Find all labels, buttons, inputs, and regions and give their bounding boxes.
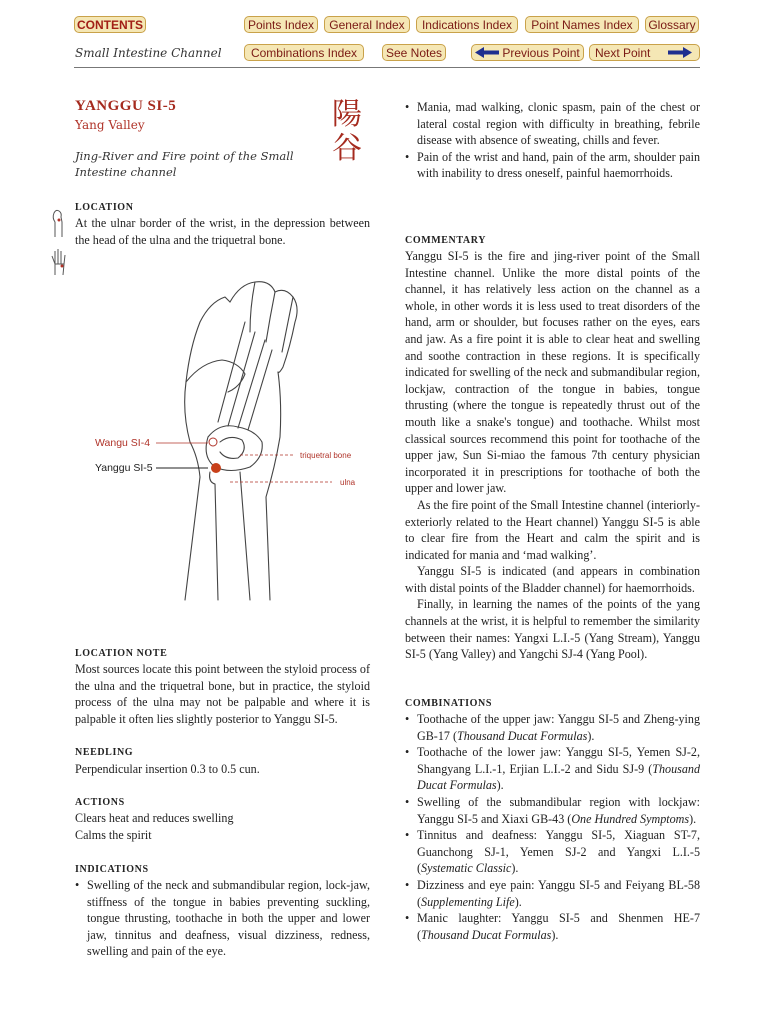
arrow-right-icon [668, 47, 692, 58]
commentary-paragraph: As the fire point of the Small Intestine channel (interiorly-exteriorly related to the Heart channel) Yanggu SI-5 is able to clear fire from the Heart and calm the spirit and is indicated for mania and ‘mad walking’. [405, 497, 700, 562]
actions-list [75, 810, 370, 843]
chinese-char-1: 陽 [332, 97, 362, 132]
wangu-point-marker [209, 438, 217, 446]
action-item: Calms the spirit [75, 827, 152, 842]
location-heading: LOCATION [75, 202, 134, 213]
combinations-heading: COMBINATIONS [405, 698, 493, 709]
point-description: Jing-River and Fire point of the Small Intestine channel [75, 149, 294, 179]
ulna-bone [210, 472, 218, 600]
label-yanggu: Yanggu SI-5 [95, 462, 153, 474]
forearm-outline [185, 297, 230, 600]
forearm-outline-right [266, 372, 281, 600]
header-divider [74, 67, 700, 68]
next-point-label: Next Point [595, 46, 651, 60]
combination-item: • Dizziness and eye pain: Yanggu SI-5 and Feiyang BL-58 (Supplementing Life). [405, 877, 700, 910]
location-note-heading: LOCATION NOTE [75, 648, 168, 659]
arrow-left-icon [475, 47, 499, 58]
combination-item: • Swelling of the submandibular region with lockjaw: Yanggu SI-5 and Xiaxi GB-43 (One Hundred Symptoms). [405, 794, 700, 827]
indications-list-left [75, 877, 370, 960]
previous-point-button[interactable] [471, 44, 584, 61]
label-ulna: ulna [340, 478, 356, 487]
indication-item: • Pain of the wrist and hand, pain of the arm, shoulder pain with inability to dress oneself, painful haemorrhoids. [405, 149, 700, 182]
wrist-icon [50, 208, 66, 238]
indication-item: • Mania, mad walking, clonic spasm, pain of the chest or lateral costal region with difficulty in breathing, febrile disease with absence of sweating, chills and fever. [405, 99, 700, 149]
see-notes-button[interactable]: See Notes [382, 44, 446, 61]
combination-item: • Toothache of the lower jaw: Yanggu SI-5, Yemen SJ-2, Shangyang L.I.-1, Erjian L.I.-2 and Sidu SJ-9 (Thousand Ducat Formulas). [405, 744, 700, 794]
commentary-text [405, 248, 700, 663]
needling-text: Perpendicular insertion 0.3 to 0.5 cun. [75, 762, 260, 776]
location-text: At the ulnar border of the wrist, in the depression between the head of the ulna and the triquetral bone. [75, 216, 370, 247]
point-title: YANGGU SI-5 [75, 98, 177, 114]
finger-creases [250, 282, 293, 352]
indications-heading: INDICATIONS [75, 864, 149, 875]
channel-subtitle: Small Intestine Channel [75, 46, 222, 60]
combinations-index-button[interactable]: Combinations Index [244, 44, 364, 61]
next-point-button[interactable] [589, 44, 700, 61]
point-english-name: Yang Valley [75, 118, 145, 132]
chinese-char-2: 谷 [332, 131, 362, 166]
hand-icon [50, 248, 68, 276]
metacarpal-bones [218, 322, 272, 430]
label-triquetral: triquetral bone [300, 451, 352, 460]
combination-item: • Manic laughter: Yanggu SI-5 and Shenmen HE-7 (Thousand Ducat Formulas). [405, 910, 700, 943]
needling-heading: NEEDLING [75, 747, 134, 758]
indications-index-button[interactable]: Indications Index [416, 16, 518, 33]
indication-item: • Swelling of the neck and submandibular region, lock-jaw, stiffness of the tongue in babies preventing suckling, tongue thrusting, toothache in both the upper and lower jaw, tinnitus and deafness, visual dizziness, redness, swelling and pain of the eye. [75, 877, 370, 960]
glossary-button[interactable]: Glossary [645, 16, 699, 33]
radius-bone [240, 472, 250, 600]
combination-item: • Tinnitus and deafness: Yanggu SI-5, Xiaguan ST-7, Guanchong SJ-1, Yemen SJ-2 and Yangxi L.I.-5 (Systematic Classic). [405, 827, 700, 877]
wrist-illustration [90, 262, 380, 607]
label-wangu: Wangu SI-4 [95, 437, 151, 449]
commentary-paragraph: Yanggu SI-5 is indicated (and appears in combination with distal points of the Bladder channel) for haemorrhoids. [405, 564, 700, 595]
contents-button[interactable]: CONTENTS [74, 16, 146, 33]
general-index-button[interactable]: General Index [324, 16, 410, 33]
combinations-list [405, 711, 700, 943]
thumb-outline [186, 360, 245, 392]
previous-point-label: Previous Point [502, 46, 580, 60]
yanggu-point-marker [211, 463, 221, 473]
commentary-heading: COMMENTARY [405, 235, 487, 246]
action-item: Clears heat and reduces swelling [75, 811, 234, 825]
points-index-button[interactable]: Points Index [244, 16, 318, 33]
combination-item: • Toothache of the upper jaw: Yanggu SI-5 and Zheng-ying GB-17 (Thousand Ducat Formulas). [405, 711, 700, 744]
location-note-text: Most sources locate this point between the styloid process of the ulna and the triquetral bone, but in practice, the styloid process of the ulna may not be palpable and where it is palpable it often lies slightly posterior to Yanggu SI-5. [75, 662, 370, 726]
chinese-characters [332, 98, 362, 166]
commentary-paragraph: Yanggu SI-5 is the fire and jing-river point of the Small Intestine channel. Unlike the more distal points of the channel, it has relatively less action on the channel as a whole, in other words it is less used to treat disorders of the hand, arm or shoulder, but focuses rather on the eyes, ears and jaw. As a fire point it is able to clear heat and swelling and soothe contraction in these regions. It is specifically indicated for swelling of the neck and submandibular region, lockjaw, contraction of the tongue in babies, tongue thrusting (where the tongue is repeatedly thrust out of the mouth like a snake's tongue) and toothache. Whilst most classical sources recommend this point for toothache of the upper jaw, Sun Si-miao the famous 7th century physician incorporated it in prescriptions for toothache of both the upper and lower jaw. [405, 249, 700, 496]
commentary-paragraph: Finally, in learning the names of the points of the yang channels at the wrist, it is helpful to remember the similarity between their names: Yangxi L.I.-5 (Yang Stream), Yanggu SI-5 (Yang Valley) and Yangchi SJ-4 (Yang Pool). [405, 597, 700, 662]
actions-heading: ACTIONS [75, 797, 125, 808]
point-names-index-button[interactable]: Point Names Index [525, 16, 639, 33]
indications-list-right [405, 99, 700, 182]
